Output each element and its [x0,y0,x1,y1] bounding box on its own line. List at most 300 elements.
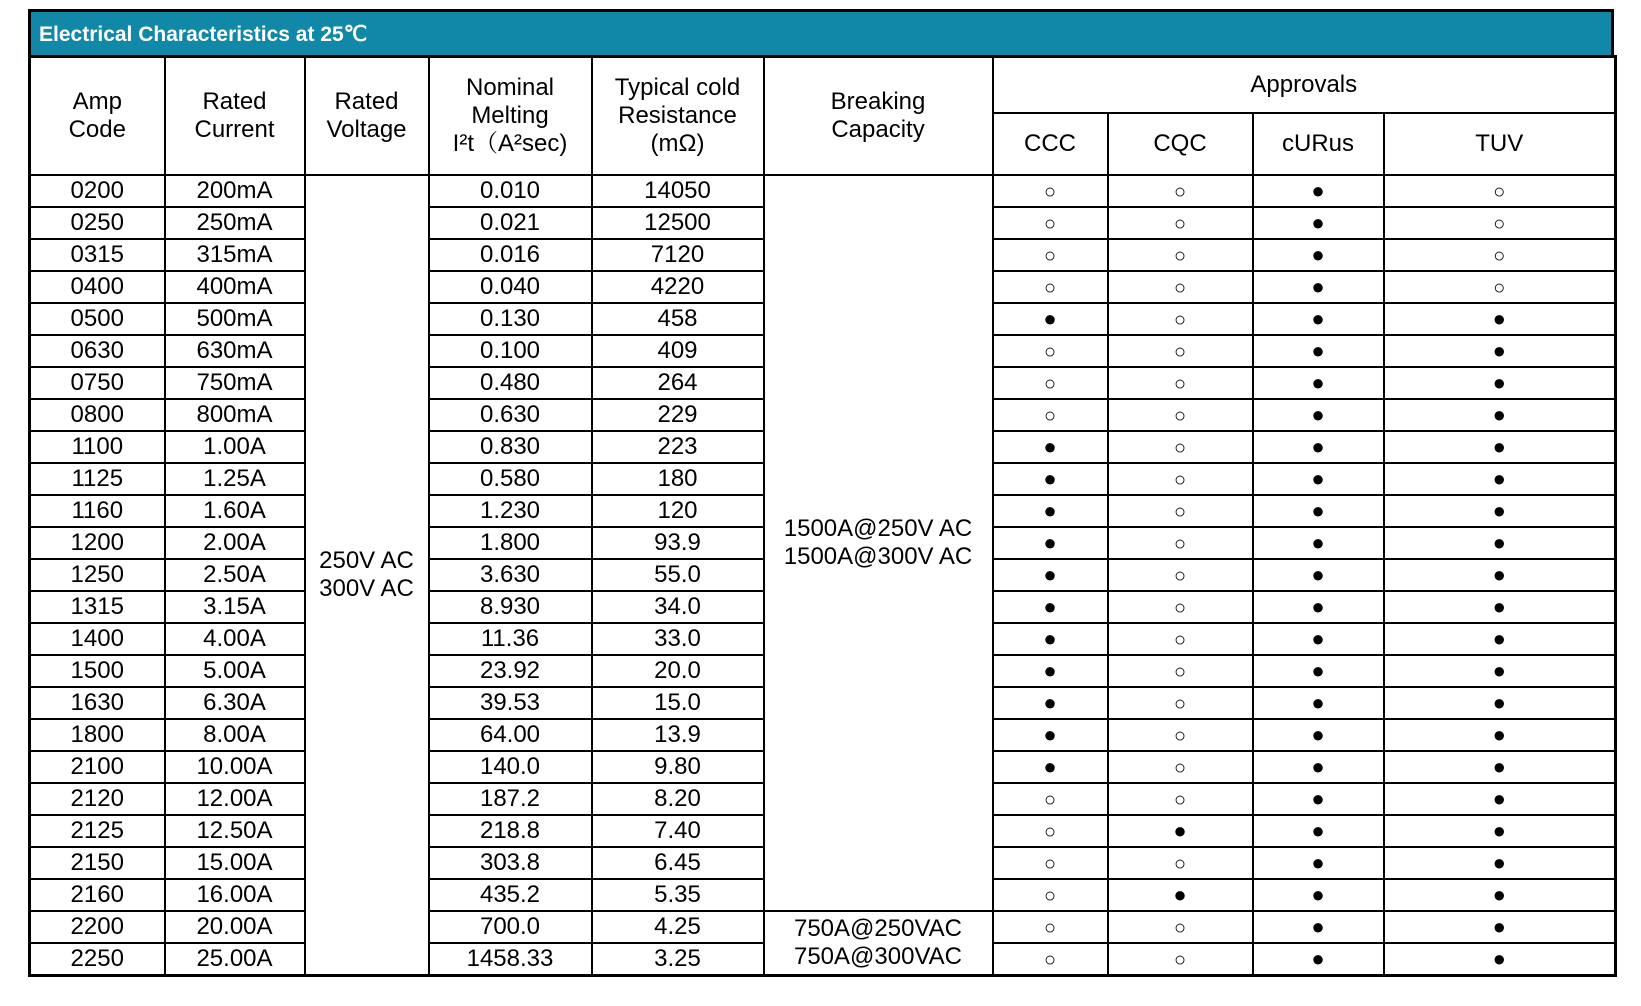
amp-code-cell: 1125 [30,463,165,495]
filled-circle-icon: ● [1492,818,1506,843]
rated-current-cell: 800mA [165,399,305,431]
breaking-capacity-cell [764,911,993,976]
approval-curus-cell [1253,527,1384,559]
approval-curus-cell [1253,399,1384,431]
approval-curus-cell [1253,367,1384,399]
filled-circle-icon: ● [1043,722,1057,747]
approval-curus-cell [1253,207,1384,239]
cold-resistance-cell: 20.0 [592,655,764,687]
header-nominal-melting: Nominal Melting I²t（A²sec) [429,57,592,176]
open-circle-icon: ○ [1043,372,1057,395]
nominal-melting-cell: 0.021 [429,207,592,239]
amp-code-cell: 0500 [30,303,165,335]
open-circle-icon: ○ [1173,564,1187,587]
table-row [30,911,1616,943]
filled-circle-icon: ● [1043,594,1057,619]
approval-ccc-cell [993,495,1108,527]
approval-tuv-cell [1384,367,1616,399]
approval-cqc-cell [1108,463,1253,495]
open-circle-icon: ○ [1173,308,1187,331]
approval-ccc-cell [993,463,1108,495]
rated-current-cell: 1.60A [165,495,305,527]
nominal-melting-cell: 0.016 [429,239,592,271]
open-circle-icon: ○ [1173,500,1187,523]
approval-ccc-cell [993,207,1108,239]
filled-circle-icon: ● [1492,690,1506,715]
approval-curus-cell [1253,623,1384,655]
table-title: Electrical Characteristics at 25℃ [28,9,1614,55]
cold-resistance-cell: 8.20 [592,783,764,815]
open-circle-icon: ○ [1173,468,1187,491]
approval-cqc-cell [1108,719,1253,751]
filled-circle-icon: ● [1043,626,1057,651]
open-circle-icon: ○ [1173,276,1187,299]
breaking-capacity-line: 1500A@250V AC [783,515,973,542]
filled-circle-icon: ● [1311,786,1325,811]
nominal-melting-cell: 3.630 [429,559,592,591]
approval-tuv-cell [1384,879,1616,911]
rated-current-cell: 12.50A [165,815,305,847]
header-typical-cold-resistance: Typical cold Resistance (mΩ) [592,57,764,176]
approval-ccc-cell [993,271,1108,303]
rated-current-cell: 750mA [165,367,305,399]
table-row [30,175,1616,207]
approval-cqc-cell [1108,271,1253,303]
approval-cqc-cell [1108,943,1253,976]
filled-circle-icon: ● [1311,882,1325,907]
nominal-melting-cell: 1.800 [429,527,592,559]
filled-circle-icon: ● [1043,690,1057,715]
filled-circle-icon: ● [1043,498,1057,523]
filled-circle-icon: ● [1043,658,1057,683]
approval-ccc-cell [993,303,1108,335]
approval-tuv-cell [1384,175,1616,207]
filled-circle-icon: ● [1311,242,1325,267]
approval-cqc-cell [1108,431,1253,463]
header-rated-voltage: Rated Voltage [305,57,429,176]
rated-current-cell: 25.00A [165,943,305,976]
approval-tuv-cell [1384,911,1616,943]
approval-curus-cell [1253,655,1384,687]
header-approvals: Approvals [993,57,1616,114]
rated-current-cell: 315mA [165,239,305,271]
filled-circle-icon: ● [1492,498,1506,523]
cold-resistance-cell: 12500 [592,207,764,239]
approval-ccc-cell [993,847,1108,879]
nominal-melting-cell: 0.580 [429,463,592,495]
rated-current-cell: 200mA [165,175,305,207]
open-circle-icon: ○ [1173,340,1187,363]
open-circle-icon: ○ [1173,436,1187,459]
approval-curus-cell [1253,495,1384,527]
approval-curus-cell [1253,303,1384,335]
cold-resistance-cell: 120 [592,495,764,527]
filled-circle-icon: ● [1492,914,1506,939]
amp-code-cell: 1800 [30,719,165,751]
rated-current-cell: 2.50A [165,559,305,591]
rated-current-cell: 630mA [165,335,305,367]
open-circle-icon: ○ [1043,276,1057,299]
approval-tuv-cell [1384,495,1616,527]
table-body [30,175,1616,976]
filled-circle-icon: ● [1492,850,1506,875]
amp-code-cell: 1100 [30,431,165,463]
open-circle-icon: ○ [1173,724,1187,747]
electrical-characteristics-sheet [28,9,1614,977]
rated-current-cell: 1.00A [165,431,305,463]
filled-circle-icon: ● [1311,498,1325,523]
approval-ccc-cell [993,879,1108,911]
amp-code-cell: 0250 [30,207,165,239]
filled-circle-icon: ● [1311,338,1325,363]
rated-voltage-line: 250V AC [319,547,414,574]
amp-code-cell: 1200 [30,527,165,559]
approval-tuv-cell [1384,623,1616,655]
filled-circle-icon: ● [1173,818,1187,843]
approval-cqc-cell [1108,399,1253,431]
approval-tuv-cell [1384,559,1616,591]
filled-circle-icon: ● [1492,466,1506,491]
approval-tuv-cell [1384,303,1616,335]
filled-circle-icon: ● [1311,914,1325,939]
approval-ccc-cell [993,367,1108,399]
rated-voltage-cell [305,175,429,976]
header-approval-ccc: CCC [993,113,1108,175]
filled-circle-icon: ● [1311,850,1325,875]
approval-ccc-cell [993,335,1108,367]
approval-tuv-cell [1384,271,1616,303]
filled-circle-icon: ● [1492,594,1506,619]
open-circle-icon: ○ [1043,788,1057,811]
approval-cqc-cell [1108,847,1253,879]
nominal-melting-cell: 8.930 [429,591,592,623]
amp-code-cell: 0750 [30,367,165,399]
open-circle-icon: ○ [1493,212,1506,235]
amp-code-cell: 2150 [30,847,165,879]
amp-code-cell: 0800 [30,399,165,431]
cold-resistance-cell: 6.45 [592,847,764,879]
approval-cqc-cell [1108,495,1253,527]
approval-ccc-cell [993,591,1108,623]
filled-circle-icon: ● [1311,946,1325,971]
filled-circle-icon: ● [1492,658,1506,683]
approval-tuv-cell [1384,207,1616,239]
rated-current-cell: 12.00A [165,783,305,815]
filled-circle-icon: ● [1492,562,1506,587]
open-circle-icon: ○ [1173,948,1187,971]
approval-tuv-cell [1384,399,1616,431]
filled-circle-icon: ● [1492,754,1506,779]
approval-cqc-cell [1108,783,1253,815]
amp-code-cell: 0200 [30,175,165,207]
filled-circle-icon: ● [1492,434,1506,459]
approval-cqc-cell [1108,911,1253,943]
nominal-melting-cell: 1458.33 [429,943,592,976]
approval-tuv-cell [1384,687,1616,719]
cold-resistance-cell: 93.9 [592,527,764,559]
cold-resistance-cell: 4.25 [592,911,764,943]
amp-code-cell: 1315 [30,591,165,623]
open-circle-icon: ○ [1043,404,1057,427]
approval-curus-cell [1253,239,1384,271]
cold-resistance-cell: 15.0 [592,687,764,719]
filled-circle-icon: ● [1311,210,1325,235]
open-circle-icon: ○ [1173,852,1187,875]
cold-resistance-cell: 409 [592,335,764,367]
filled-circle-icon: ● [1492,946,1506,971]
approval-tuv-cell [1384,239,1616,271]
approval-cqc-cell [1108,655,1253,687]
amp-code-cell: 2100 [30,751,165,783]
approval-cqc-cell [1108,815,1253,847]
approval-cqc-cell [1108,175,1253,207]
approval-cqc-cell [1108,623,1253,655]
amp-code-cell: 1500 [30,655,165,687]
filled-circle-icon: ● [1043,306,1057,331]
approval-tuv-cell [1384,591,1616,623]
approval-cqc-cell [1108,207,1253,239]
filled-circle-icon: ● [1311,594,1325,619]
approval-cqc-cell [1108,239,1253,271]
open-circle-icon: ○ [1043,916,1057,939]
rated-current-cell: 5.00A [165,655,305,687]
cold-resistance-cell: 5.35 [592,879,764,911]
open-circle-icon: ○ [1173,212,1187,235]
nominal-melting-cell: 218.8 [429,815,592,847]
filled-circle-icon: ● [1311,434,1325,459]
approval-curus-cell [1253,271,1384,303]
nominal-melting-cell: 39.53 [429,687,592,719]
cold-resistance-cell: 14050 [592,175,764,207]
cold-resistance-cell: 180 [592,463,764,495]
filled-circle-icon: ● [1311,274,1325,299]
cold-resistance-cell: 223 [592,431,764,463]
open-circle-icon: ○ [1043,244,1057,267]
approval-cqc-cell [1108,591,1253,623]
approval-tuv-cell [1384,847,1616,879]
filled-circle-icon: ● [1492,338,1506,363]
cold-resistance-cell: 3.25 [592,943,764,976]
nominal-melting-cell: 64.00 [429,719,592,751]
amp-code-cell: 0400 [30,271,165,303]
amp-code-cell: 0630 [30,335,165,367]
approval-ccc-cell [993,399,1108,431]
filled-circle-icon: ● [1311,562,1325,587]
cold-resistance-cell: 55.0 [592,559,764,591]
approval-ccc-cell [993,559,1108,591]
amp-code-cell: 2120 [30,783,165,815]
filled-circle-icon: ● [1043,754,1057,779]
nominal-melting-cell: 11.36 [429,623,592,655]
approval-curus-cell [1253,687,1384,719]
open-circle-icon: ○ [1173,660,1187,683]
open-circle-icon: ○ [1043,948,1057,971]
approval-curus-cell [1253,175,1384,207]
approval-ccc-cell [993,655,1108,687]
header-approval-tuv: TUV [1384,113,1616,175]
nominal-melting-cell: 303.8 [429,847,592,879]
approval-cqc-cell [1108,559,1253,591]
filled-circle-icon: ● [1173,882,1187,907]
rated-current-cell: 10.00A [165,751,305,783]
approval-tuv-cell [1384,751,1616,783]
open-circle-icon: ○ [1173,372,1187,395]
filled-circle-icon: ● [1311,818,1325,843]
amp-code-cell: 1400 [30,623,165,655]
approval-ccc-cell [993,431,1108,463]
header-approval-curus: cURus [1253,113,1384,175]
nominal-melting-cell: 0.630 [429,399,592,431]
approval-cqc-cell [1108,687,1253,719]
approval-curus-cell [1253,847,1384,879]
open-circle-icon: ○ [1173,596,1187,619]
filled-circle-icon: ● [1492,402,1506,427]
rated-current-cell: 2.00A [165,527,305,559]
approval-tuv-cell [1384,431,1616,463]
filled-circle-icon: ● [1492,530,1506,555]
breaking-capacity-line: 1500A@300V AC [783,543,973,570]
amp-code-cell: 2160 [30,879,165,911]
approval-ccc-cell [993,527,1108,559]
approval-curus-cell [1253,751,1384,783]
amp-code-cell: 2250 [30,943,165,976]
rated-current-cell: 400mA [165,271,305,303]
rated-current-cell: 4.00A [165,623,305,655]
rated-current-cell: 6.30A [165,687,305,719]
approval-curus-cell [1253,911,1384,943]
approval-curus-cell [1253,879,1384,911]
filled-circle-icon: ● [1043,530,1057,555]
approval-ccc-cell [993,719,1108,751]
filled-circle-icon: ● [1492,626,1506,651]
filled-circle-icon: ● [1043,434,1057,459]
approval-tuv-cell [1384,783,1616,815]
open-circle-icon: ○ [1173,916,1187,939]
approval-ccc-cell [993,687,1108,719]
cold-resistance-cell: 33.0 [592,623,764,655]
header-amp-code: Amp Code [30,57,165,176]
amp-code-cell: 1630 [30,687,165,719]
approval-tuv-cell [1384,463,1616,495]
filled-circle-icon: ● [1311,306,1325,331]
filled-circle-icon: ● [1311,658,1325,683]
approval-tuv-cell [1384,527,1616,559]
filled-circle-icon: ● [1311,754,1325,779]
filled-circle-icon: ● [1492,786,1506,811]
rated-current-cell: 250mA [165,207,305,239]
rated-current-cell: 8.00A [165,719,305,751]
open-circle-icon: ○ [1493,276,1506,299]
approval-curus-cell [1253,815,1384,847]
approval-ccc-cell [993,911,1108,943]
amp-code-cell: 1250 [30,559,165,591]
header-approval-cqc: CQC [1108,113,1253,175]
filled-circle-icon: ● [1492,722,1506,747]
rated-current-cell: 15.00A [165,847,305,879]
nominal-melting-cell: 435.2 [429,879,592,911]
approval-tuv-cell [1384,655,1616,687]
nominal-melting-cell: 187.2 [429,783,592,815]
approval-curus-cell [1253,591,1384,623]
cold-resistance-cell: 229 [592,399,764,431]
approval-tuv-cell [1384,335,1616,367]
filled-circle-icon: ● [1043,466,1057,491]
amp-code-cell: 0315 [30,239,165,271]
filled-circle-icon: ● [1311,626,1325,651]
approval-cqc-cell [1108,335,1253,367]
open-circle-icon: ○ [1173,532,1187,555]
filled-circle-icon: ● [1492,306,1506,331]
approval-cqc-cell [1108,367,1253,399]
approval-ccc-cell [993,751,1108,783]
cold-resistance-cell: 13.9 [592,719,764,751]
approval-curus-cell [1253,463,1384,495]
open-circle-icon: ○ [1043,212,1057,235]
nominal-melting-cell: 0.010 [429,175,592,207]
approval-tuv-cell [1384,943,1616,976]
cold-resistance-cell: 7120 [592,239,764,271]
open-circle-icon: ○ [1173,756,1187,779]
amp-code-cell: 2125 [30,815,165,847]
nominal-melting-cell: 700.0 [429,911,592,943]
cold-resistance-cell: 458 [592,303,764,335]
filled-circle-icon: ● [1311,402,1325,427]
approval-ccc-cell [993,175,1108,207]
nominal-melting-cell: 1.230 [429,495,592,527]
filled-circle-icon: ● [1492,370,1506,395]
open-circle-icon: ○ [1173,244,1187,267]
open-circle-icon: ○ [1493,180,1506,203]
breaking-capacity-cell [764,175,993,911]
open-circle-icon: ○ [1043,852,1057,875]
approval-ccc-cell [993,815,1108,847]
approval-ccc-cell [993,623,1108,655]
electrical-characteristics-table [28,55,1617,977]
filled-circle-icon: ● [1311,690,1325,715]
rated-current-cell: 16.00A [165,879,305,911]
amp-code-cell: 2200 [30,911,165,943]
filled-circle-icon: ● [1492,882,1506,907]
approval-tuv-cell [1384,719,1616,751]
open-circle-icon: ○ [1043,180,1057,203]
open-circle-icon: ○ [1173,788,1187,811]
nominal-melting-cell: 0.100 [429,335,592,367]
approval-cqc-cell [1108,751,1253,783]
approval-ccc-cell [993,943,1108,976]
nominal-melting-cell: 140.0 [429,751,592,783]
filled-circle-icon: ● [1043,562,1057,587]
open-circle-icon: ○ [1173,692,1187,715]
approval-curus-cell [1253,559,1384,591]
approval-ccc-cell [993,783,1108,815]
approval-curus-cell [1253,943,1384,976]
breaking-capacity-line: 750A@250VAC [793,915,963,942]
cold-resistance-cell: 7.40 [592,815,764,847]
approval-cqc-cell [1108,303,1253,335]
approval-cqc-cell [1108,527,1253,559]
nominal-melting-cell: 0.130 [429,303,592,335]
approval-tuv-cell [1384,815,1616,847]
open-circle-icon: ○ [1173,628,1187,651]
open-circle-icon: ○ [1173,180,1187,203]
open-circle-icon: ○ [1173,404,1187,427]
header-breaking-capacity: Breaking Capacity [764,57,993,176]
nominal-melting-cell: 0.040 [429,271,592,303]
approval-ccc-cell [993,239,1108,271]
cold-resistance-cell: 9.80 [592,751,764,783]
nominal-melting-cell: 0.830 [429,431,592,463]
rated-current-cell: 1.25A [165,463,305,495]
